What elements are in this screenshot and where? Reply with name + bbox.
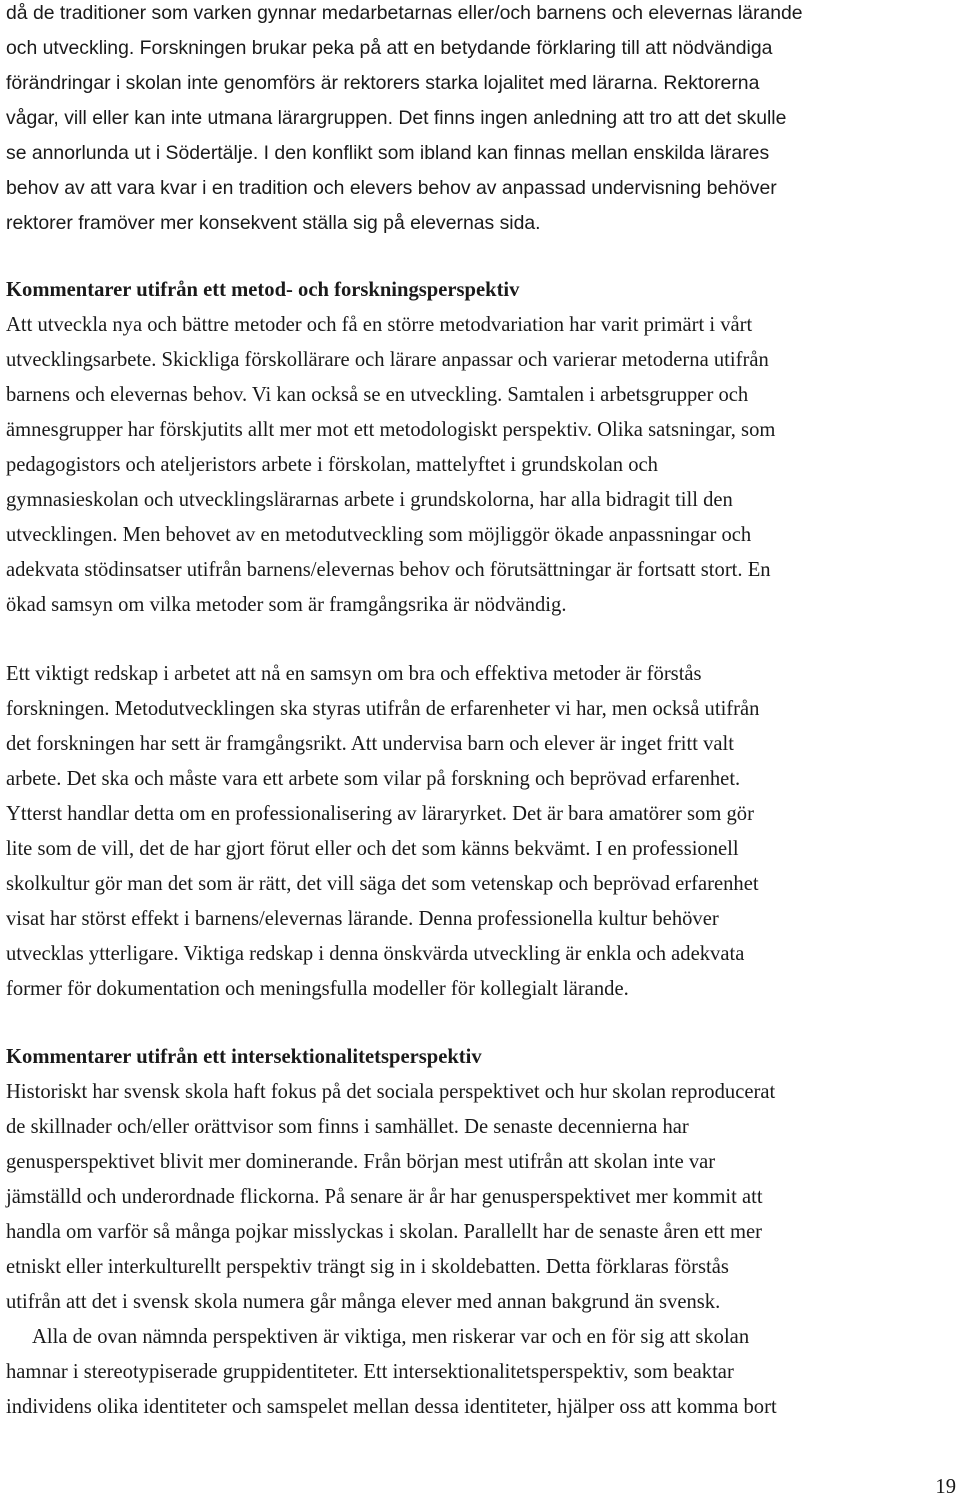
text-line: utvecklas ytterligare. Viktiga redskap i denna önskvärda utveckling är enkla och adekvata <box>6 943 745 965</box>
text-line: Ett viktigt redskap i arbetet att nå en samsyn om bra och effektiva metoder är förstås <box>6 663 702 685</box>
text-line: visat har störst effekt i barnens/elevernas lärande. Denna professionella kultur behöver <box>6 908 719 930</box>
intersectionality-paragraph-2 <box>6 1320 956 1425</box>
text-line: då de traditioner som varken gynnar medarbetarnas eller/och barnens och elevernas lärande <box>6 2 803 24</box>
text-line: handla om varför så många pojkar misslyckas i skolan. Parallellt har de senaste åren ett mer <box>6 1221 762 1243</box>
section-heading-intersectionality: Kommentarer utifrån ett intersektionalitetsperspektiv <box>6 1046 482 1068</box>
text-line: rektorer framöver mer konsekvent ställa sig på elevernas sida. <box>6 212 541 234</box>
text-line: utvecklingsarbete. Skickliga förskollärare och lärare anpassar och varierar metoderna utifrån <box>6 349 769 371</box>
text-line: barnens och elevernas behov. Vi kan också se en utveckling. Samtalen i arbetsgrupper och <box>6 384 749 406</box>
text-line: forskningen. Metodutvecklingen ska styras utifrån de erfarenheter vi har, men också utifrån <box>6 698 760 720</box>
text-line: Ytterst handlar detta om en professionalisering av läraryrket. Det är bara amatörer som gör <box>6 803 754 825</box>
text-line: och utveckling. Forskningen brukar peka på att en betydande förklaring till att nödvändiga <box>6 37 773 59</box>
text-line: Att utveckla nya och bättre metoder och få en större metodvariation har varit primärt i vårt <box>6 314 753 336</box>
text-line: Alla de ovan nämnda perspektiven är viktiga, men riskerar var och en för sig att skolan <box>32 1326 750 1348</box>
text-line: utvecklingen. Men behovet av en metodutveckling som möjliggör ökade anpassningar och <box>6 524 752 546</box>
intersectionality-paragraph-1 <box>6 1075 956 1320</box>
text-line: ökad samsyn om vilka metoder som är framgångsrika är nödvändig. <box>6 594 567 616</box>
text-line: lite som de vill, det de har gjort förut eller och det som känns bekvämt. I en professionell <box>6 838 739 860</box>
method-paragraph-1 <box>6 308 956 623</box>
text-line: hamnar i stereotypiserade gruppidentiteter. Ett intersektionalitetsperspektiv, som beaktar <box>6 1361 734 1383</box>
text-line: skolkultur gör man det som är rätt, det vill säga det som vetenskap och beprövad erfarenhet <box>6 873 759 895</box>
text-line: ämnesgrupper har förskjutits allt mer mot ett metodologiskt perspektiv. Olika satsningar, som <box>6 419 776 441</box>
page-number: 19 <box>935 1476 956 1498</box>
text-line: vågar, vill eller kan inte utmana lärargruppen. Det finns ingen anledning att tro att det skulle <box>6 107 787 129</box>
text-line: de skillnader och/eller orättvisor som finns i samhället. De senaste decennierna har <box>6 1116 689 1138</box>
text-line: pedagogistors och ateljeristors arbete i förskolan, mattelyftet i grundskolan och <box>6 454 658 476</box>
method-paragraph-2 <box>6 657 956 1007</box>
text-line: det forskningen har sett är framgångsrikt. Att undervisa barn och elever är inget fritt valt <box>6 733 734 755</box>
intro-paragraph <box>6 0 956 241</box>
section-heading-method: Kommentarer utifrån ett metod- och forskningsperspektiv <box>6 279 520 301</box>
text-line: individens olika identiteter och samspelet mellan dessa identiteter, hjälper oss att komma bort <box>6 1396 777 1418</box>
text-line: behov av att vara kvar i en tradition och elevers behov av anpassad undervisning behöver <box>6 177 777 199</box>
text-line: former för dokumentation och meningsfulla modeller för kollegialt lärande. <box>6 978 629 1000</box>
text-line: utifrån att det i svensk skola numera går många elever med annan bakgrund än svensk. <box>6 1291 721 1313</box>
text-line: jämställd och underordnade flickorna. På senare är år har genusperspektivet mer kommit att <box>6 1186 763 1208</box>
text-line: se annorlunda ut i Södertälje. I den konflikt som ibland kan finnas mellan enskilda lärares <box>6 142 770 164</box>
text-line: gymnasieskolan och utvecklingslärarnas arbete i grundskolorna, har alla bidragit till den <box>6 489 733 511</box>
text-line: arbete. Det ska och måste vara ett arbete som vilar på forskning och beprövad erfarenhet. <box>6 768 741 790</box>
text-line: Historiskt har svensk skola haft fokus på det sociala perspektivet och hur skolan reproducerat <box>6 1081 776 1103</box>
text-line: genusperspektivet blivit mer dominerande. Från början mest utifrån att skolan inte var <box>6 1151 716 1173</box>
text-line: förändringar i skolan inte genomförs är rektorers starka lojalitet med lärarna. Rektorerna <box>6 72 760 94</box>
text-line: etniskt eller interkulturellt perspektiv trängt sig in i skoldebatten. Detta förklaras förstås <box>6 1256 729 1278</box>
text-line: adekvata stödinsatser utifrån barnens/elevernas behov och förutsättningar är fortsatt stort. En <box>6 559 771 581</box>
